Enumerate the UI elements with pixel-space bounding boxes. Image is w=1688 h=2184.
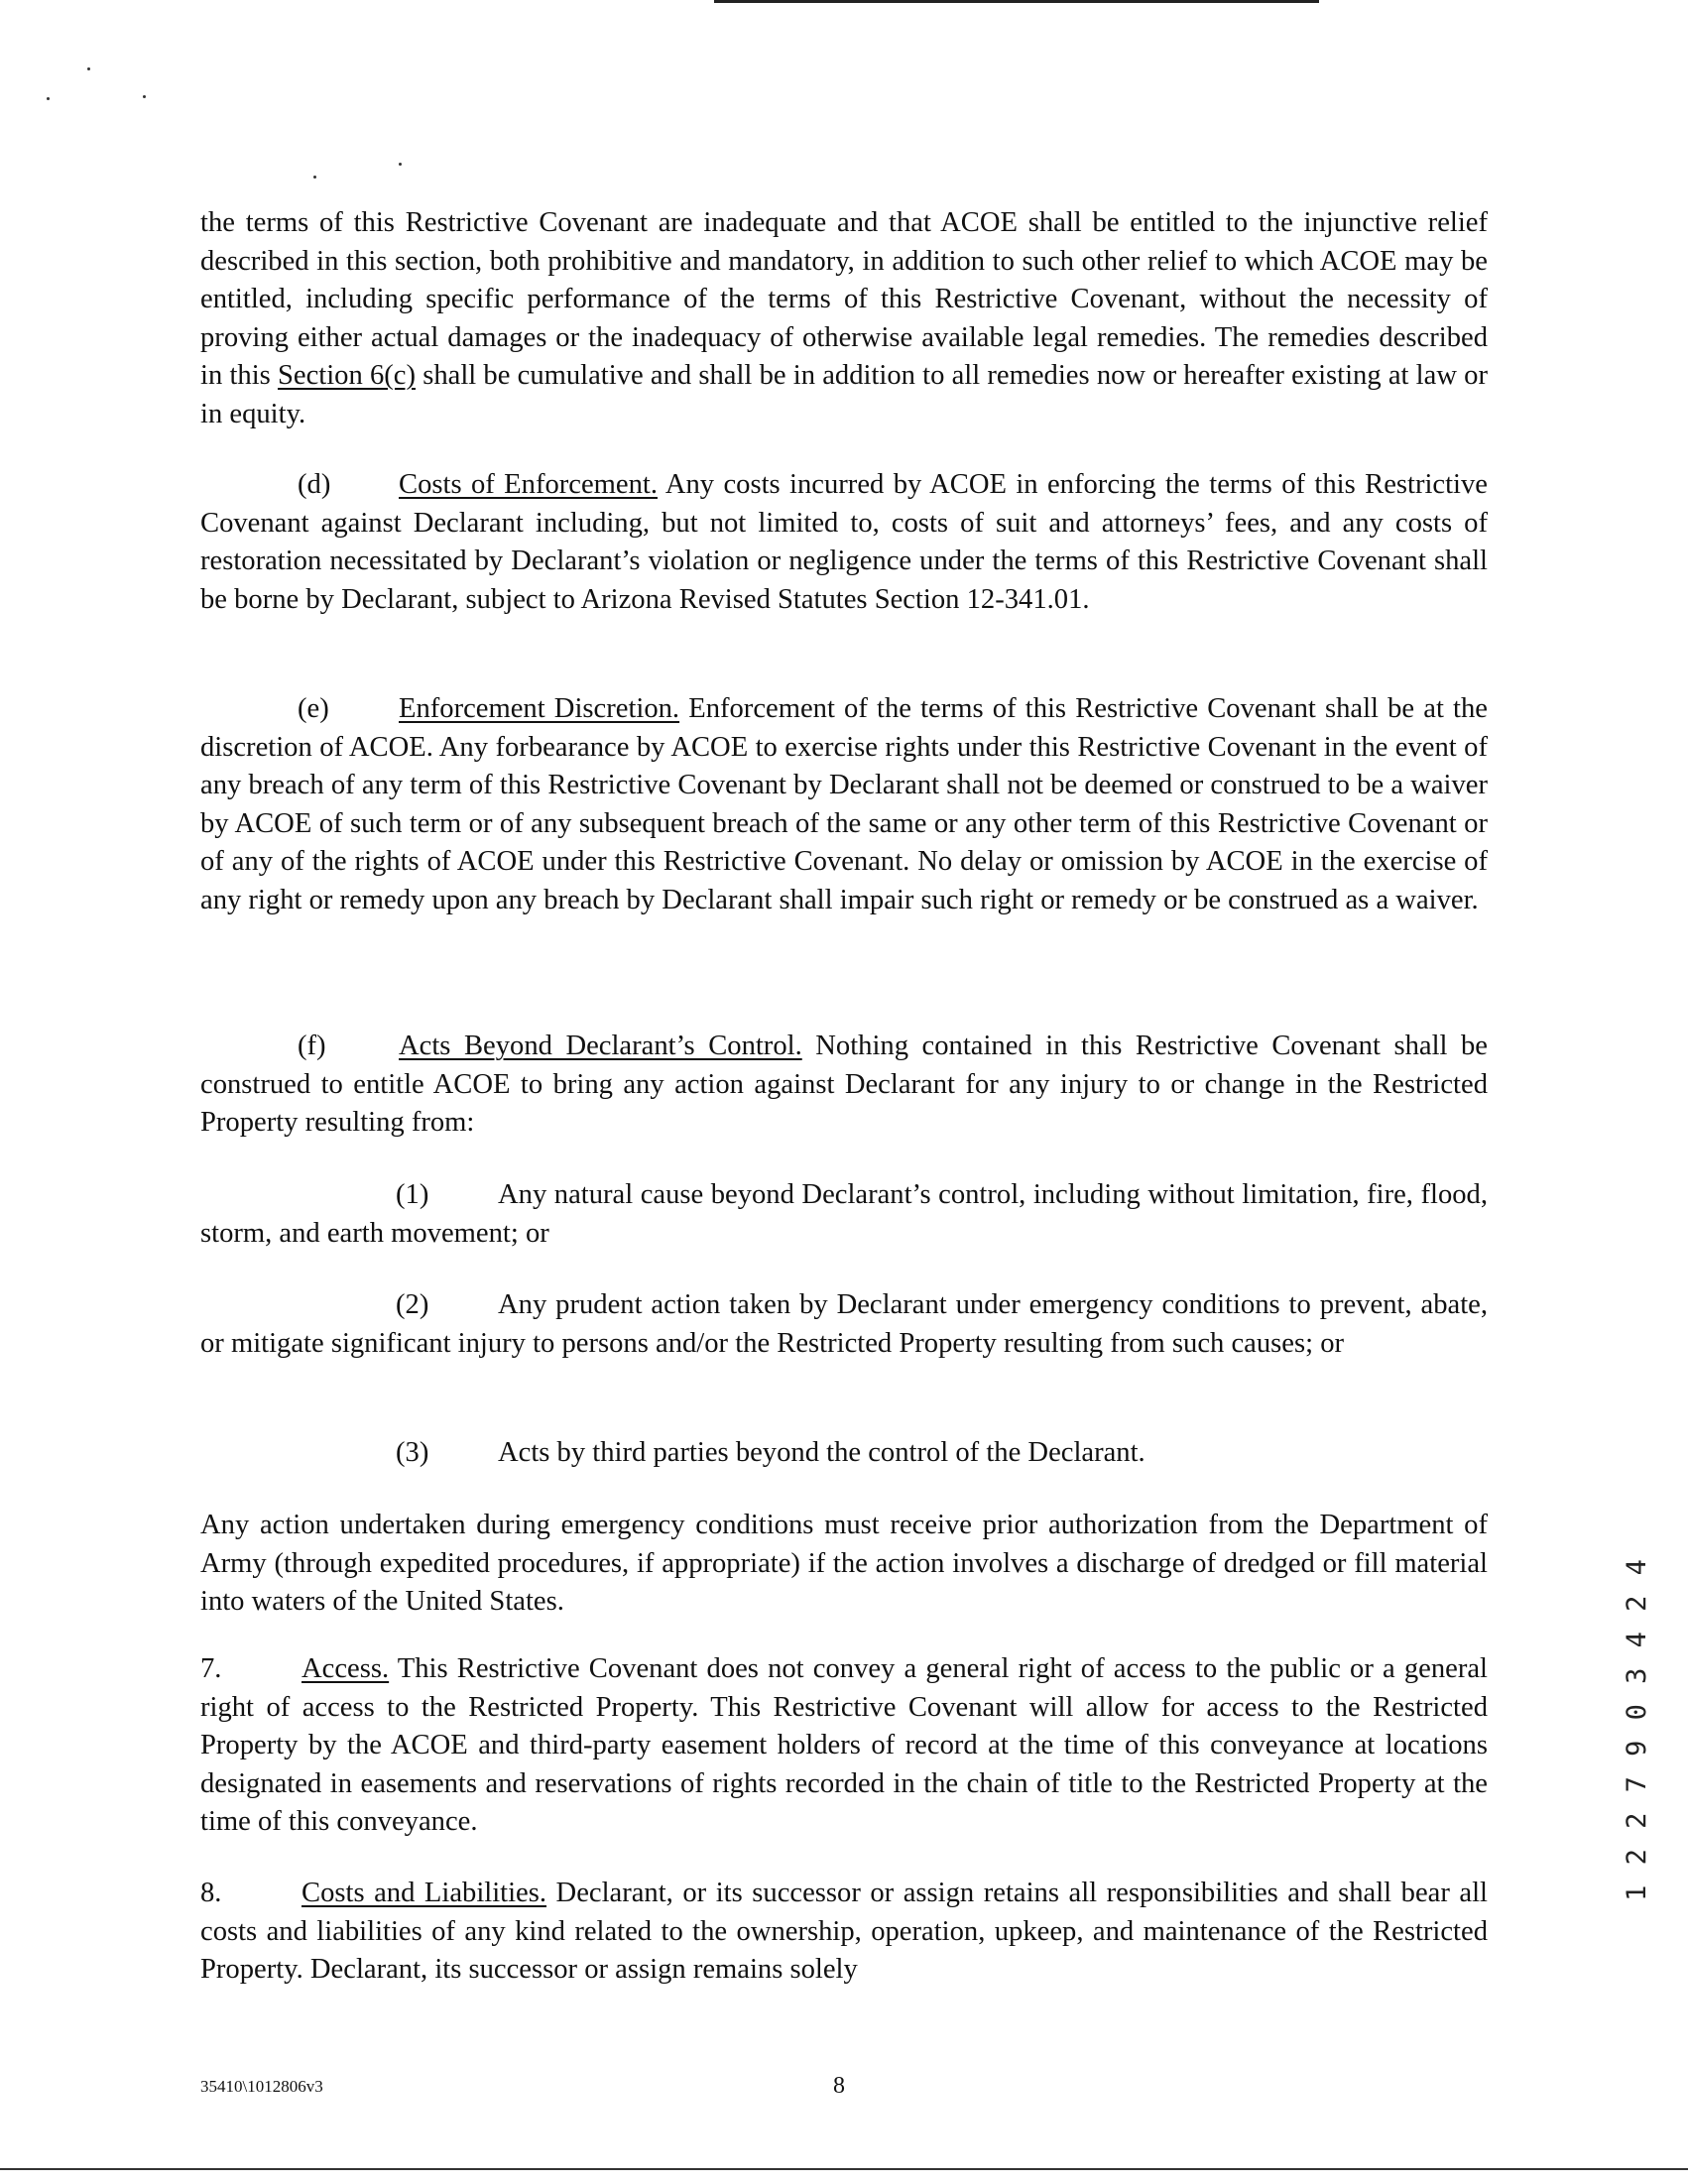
paragraph-label: (d) bbox=[298, 469, 331, 500]
section-number: 7. bbox=[200, 1653, 222, 1684]
section-8-costs-and-liabilities: 8. Costs and Liabilities. Declarant, or its successor or assign retains all responsibilities and shall bear all costs and liabilities of any kind related to the ownership, operation, upkeep, and maintenance of the Restricted Property. Declarant, its successor or assign remains solely bbox=[200, 1875, 1488, 1990]
scan-speck bbox=[399, 163, 402, 166]
scan-speck bbox=[313, 176, 316, 179]
list-item-label: (1) bbox=[396, 1179, 429, 1210]
list-item-label: (2) bbox=[396, 1289, 429, 1320]
scan-speck bbox=[143, 95, 146, 98]
list-item: (1) Any natural cause beyond Declarant’s control, including without limitation, fire, flood, storm, and earth movement; or bbox=[200, 1176, 1488, 1253]
paragraph-e-enforcement-discretion: (e) Enforcement Discretion. Enforcement of the terms of this Restrictive Covenant shall be at the discretion of ACOE. Any forbearance by ACOE to exercise rights under this Restrictive Covenant in the event of any breach of any term of this Restrictive Covenant by Declarant shall not be deemed or construed to be a waiver by ACOE of such term or of any subsequent breach of the same or any other term of this Restrictive Covenant or of any of the rights of ACOE under this Restrictive Covenant. No delay or omission by ACOE in the exercise of any right or remedy upon any breach by Declarant shall impair such right or remedy or be construed as a waiver. bbox=[200, 690, 1488, 919]
paragraph-c-continuation: the terms of this Restrictive Covenant are inadequate and that ACOE shall be entitled to the injunctive relief described in this section, both prohibitive and mandatory, in addition to such other relief to which ACOE may be entitled, including specific performance of the terms of this Restrictive Covenant, without the necessity of proving either actual damages or the inadequacy of otherwise available legal remedies. The remedies described in this Section 6(c) shall be cumulative and shall be in addition to all remedies now or hereafter existing at law or in equity. bbox=[200, 207, 1488, 429]
section-heading: Access. bbox=[301, 1653, 390, 1684]
scan-speck bbox=[87, 67, 90, 70]
list-item: (2) Any prudent action taken by Declarant under emergency conditions to prevent, abate, or mitigate significant injury to persons and/or the Restricted Property resulting from such causes; or bbox=[200, 1286, 1488, 1363]
section-number: 8. bbox=[200, 1878, 222, 1908]
paragraph-f-acts-beyond-control: (f) Acts Beyond Declarant’s Control. Nothing contained in this Restrictive Covenant shall be construed to entitle ACOE to bring any action against Declarant for any injury to or change in the Restricted Property resulting from: bbox=[200, 1028, 1488, 1143]
scan-speck bbox=[47, 97, 50, 100]
section-7-access: 7. Access. This Restrictive Covenant does not convey a general right of access to the public or a general right of access to the Restricted Property. This Restrictive Covenant will allow for access to the Restricted Property by the ACOE and third-party easement holders of record at the time of this conveyance at locations designated in easements and reservations of rights recorded in the chain of title to the Restricted Property at the time of this conveyance. bbox=[200, 1650, 1488, 1842]
list-item-label: (3) bbox=[396, 1437, 429, 1468]
scan-top-edge bbox=[714, 0, 1319, 3]
paragraph-heading: Costs of Enforcement. bbox=[399, 469, 658, 500]
scan-bottom-edge bbox=[0, 2168, 1688, 2170]
paragraph-label: (e) bbox=[298, 693, 329, 724]
document-id: 35410\1012806v3 bbox=[200, 2077, 323, 2096]
paragraph-heading: Acts Beyond Declarant’s Control. bbox=[399, 1031, 802, 1061]
section-heading: Costs and Liabilities. bbox=[301, 1878, 547, 1908]
section-6c-reference: Section 6(c) bbox=[277, 360, 416, 391]
recording-number-stamp: 1 2 2 7 9 0 3 4 2 4 bbox=[1621, 1556, 1652, 1901]
paragraph-label: (f) bbox=[298, 1031, 326, 1061]
paragraph-d-costs-of-enforcement: (d) Costs of Enforcement. Any costs incurred by ACOE in enforcing the terms of this Restrictive Covenant against Declarant including, but not limited to, costs of suit and attorneys’ fees, and any costs of restoration necessitated by Declarant’s violation or negligence under the terms of this Restrictive Covenant shall be borne by Declarant, subject to Arizona Revised Statutes Section 12-341.01. bbox=[200, 466, 1488, 619]
paragraph-heading: Enforcement Discretion. bbox=[399, 693, 680, 724]
paragraph-emergency-authorization: Any action undertaken during emergency conditions must receive prior authorization from the Department of Army (through expedited procedures, if appropriate) if the action involves a discharge of dredged or fill material into waters of the United States. bbox=[200, 1510, 1488, 1617]
page-number: 8 bbox=[833, 2073, 845, 2099]
list-item: (3) Acts by third parties beyond the control of the Declarant. bbox=[200, 1434, 1488, 1473]
